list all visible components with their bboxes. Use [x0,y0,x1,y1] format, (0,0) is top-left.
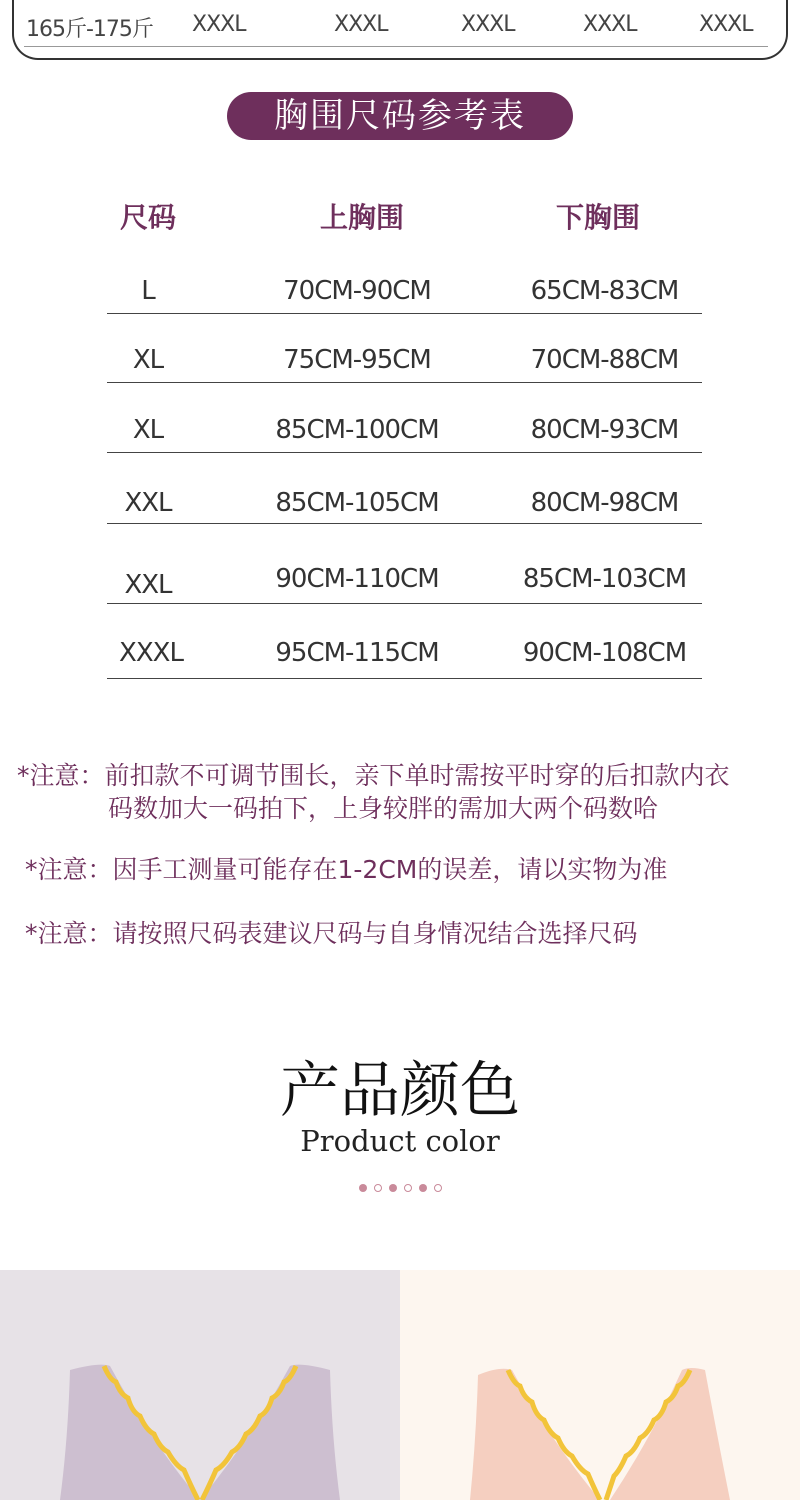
note-3: *注意：请按照尺码表建议尺码与自身情况结合选择尺码 [25,919,638,948]
row-divider [107,382,702,383]
bra-nude-illustration [400,1270,800,1500]
row-divider [107,603,702,604]
size-cell: XXXL [461,12,515,37]
note-2: *注意：因手工测量可能存在1-2CM的误差，请以实物为准 [25,855,668,884]
note-1-line-2: 码数加大一码拍下，上身较胖的需加大两个码数哈 [108,794,659,823]
size-cell: XXXL [119,638,183,668]
under-bust-cell: 70CM-88CM [530,345,679,375]
header-upper-bust: 上胸围 [319,201,404,234]
upper-bust-cell: 90CM-110CM [275,564,439,594]
size-cell: XXXL [699,12,753,37]
weight-size-table [12,0,788,60]
size-cell: XXXL [192,12,246,37]
dot [359,1184,367,1192]
size-cell: XXL [124,570,172,600]
under-bust-cell: 80CM-98CM [530,488,679,518]
product-image-lavender[interactable] [0,1270,400,1500]
row-divider [107,452,702,453]
product-image-nude[interactable] [400,1270,800,1500]
row-divider [24,46,768,47]
size-cell: XL [132,415,164,445]
under-bust-cell: 65CM-83CM [530,276,679,306]
dot [389,1184,397,1192]
upper-bust-cell: 85CM-105CM [275,488,439,518]
upper-bust-cell: 85CM-100CM [275,415,439,445]
size-cell: XXL [124,488,172,518]
bra-lavender-illustration [0,1270,400,1500]
size-cell: XL [132,345,164,375]
under-bust-cell: 90CM-108CM [522,638,687,668]
weight-cell: 165斤-175斤 [26,17,153,42]
upper-bust-cell: 75CM-95CM [283,345,431,375]
header-size: 尺码 [119,201,176,234]
dot [404,1184,412,1192]
decorative-dots [0,1184,800,1192]
header-under-bust: 下胸围 [555,201,640,234]
note-1-line-1: *注意：前扣款不可调节围长，亲下单时需按平时穿的后扣款内衣 [17,761,730,790]
size-cell: L [141,276,155,306]
product-color-title: 产品颜色 [280,1056,520,1126]
under-bust-cell: 80CM-93CM [530,415,679,445]
table-row [14,0,786,48]
dot [419,1184,427,1192]
row-divider [107,523,702,524]
row-divider [107,678,702,679]
size-cell: XXXL [334,12,388,37]
product-color-subtitle: Product color [300,1124,500,1158]
dot [374,1184,382,1192]
upper-bust-cell: 95CM-115CM [275,638,439,668]
row-divider [107,313,702,314]
upper-bust-cell: 70CM-90CM [283,276,431,306]
size-cell: XXXL [583,12,637,37]
bust-table-title: 胸围尺码参考表 [227,92,573,140]
dot [434,1184,442,1192]
under-bust-cell: 85CM-103CM [522,564,687,594]
